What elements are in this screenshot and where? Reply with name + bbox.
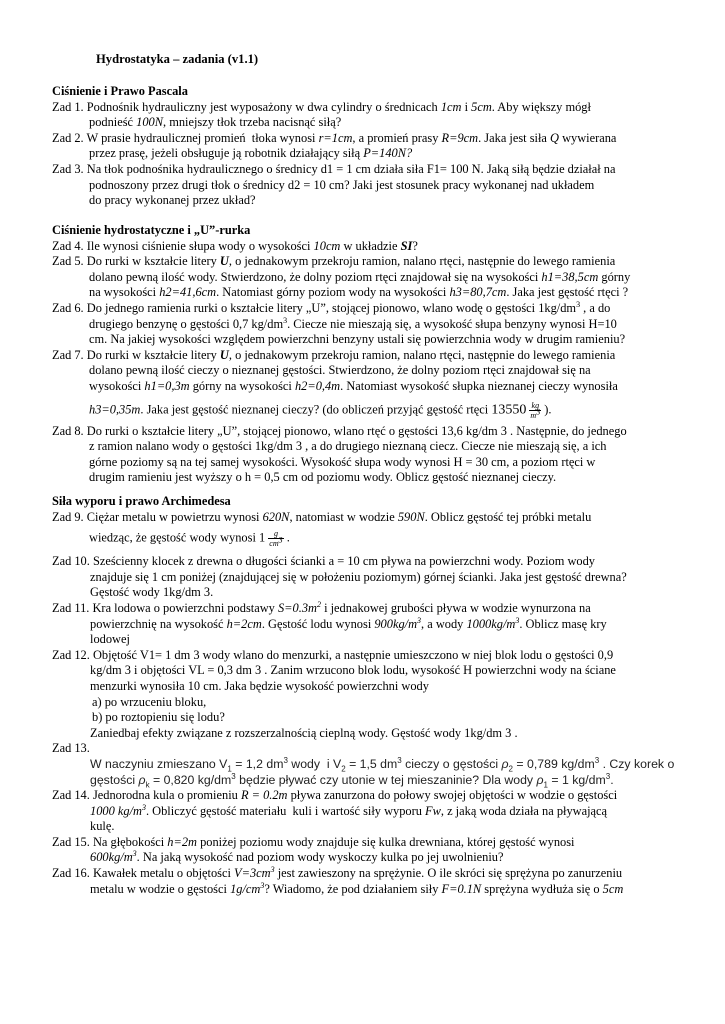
task-16-line-1: Zad 16. Kawałek metalu o objętości $V=3cm^3$ jest zawieszony na sprężynie. O ile skróci się sprężyna po zanurzeniu [52,864,623,881]
task-14 [52,788,702,835]
water-density-fraction: $\frac{g}{cm^3}$ [269,529,283,549]
task-label: Zad 9. [52,509,84,524]
task-9 [52,510,702,549]
task-label: Zad 8. [52,423,84,438]
task-1-line-1: Zad 1. Podnośnik hydrauliczny jest wyposażony w dwa cylindry o średnicach 1cm i 5cm. Aby większy mógł [52,99,591,114]
task-label: Zad 7. [52,347,84,362]
task-label: Zad 1. [52,99,84,114]
section-heading: Ciśnienie i Prawo Pascala [52,84,188,98]
task-7-line-2: dolano pewną ilość cieczy o nieznanej gęstości. Stwierdzono, że dolny poziom rtęci znajdował się na [89,363,591,378]
task-6-line-1: Zad 6. Do jednego ramienia rurki o kształcie litery „U”, stojącej pionowo, wlano wodę o gęstości $1kg/dm^3$ , a do [52,299,611,315]
task-2-line-1: Zad 2. W prasie hydraulicznej promień tłoka wynosi r=1cm, a promień prasy R=9cm. Jaka jest siła Q wywierana [52,130,617,145]
task-10-line-2: znajduje się 1 cm poniżej (znajdującej się w położeniu poziomym) górnej ścianki. Jaka jest gęstość drewna? [90,569,627,584]
task-5-line-1: Zad 5. Do rurki w kształcie litery U, o jednakowym przekroju ramion, nalano rtęci, następnie do lewego ramienia [52,254,616,269]
task-8 [52,424,702,486]
task-12-item-b: b) po roztopieniu się lodu? [92,710,225,725]
task-12-line-1: Zad 12. Objętość V1= 1 dm 3 wody wlano do menzurki, a następnie umieszczono w niej blok lodu o gęstości 0,9 [52,647,614,662]
task-3-line-1: Zad 3. Na tłok podnośnika hydraulicznego o średnicy d1 = 1 cm działa siła F1= 100 N. Jaką siłą będzie działał na [52,161,616,176]
task-3-line-2: podnoszony przez drugi tłok o średnicy d2 = 10 cm? Jaki jest stosunek pracy wykonanej nad układem [89,177,595,192]
task-label: Zad 16. [52,866,90,881]
task-13-label-line [52,741,702,757]
task-12-note: Zaniedbaj efekty związane z rozszerzalnością cieplną wody. Gęstość wody 1kg/dm 3 . [90,725,518,740]
task-5-line-3: na wysokości h2=41,6cm. Natomiast górny poziom wody na wysokości h3=80,7cm. Jaka jest gęstość rtęci ? [89,285,629,300]
task-12-item-a: a) po wrzuceniu bloku, [92,694,207,709]
task-4-line-1: Zad 4. Ile wynosi ciśnienie słupa wody o wysokości 10cm w układzie SI? [52,238,418,253]
task-2-line-2: przez prasę, jeżeli obsługuje ją robotnik działający siłą P=140N? [89,146,413,161]
task-11-line-3: lodowej [90,632,130,647]
task-10-line-3: Gęstość wody 1kg/dm 3. [90,585,214,600]
task-15-line-2: $600kg/m^3$. Na jaką wysokość nad poziom wody wyskoczy kulka po jej uwolnieniu? [90,849,504,865]
task-6-line-3: cm. Na jakiej wysokości względem powierzchni benzyny ustali się powierzchnia wody w drugim ramieniu? [89,332,626,347]
task-12 [52,648,702,742]
document-title: Hydrostatyka – zadania (v1.1) [96,52,259,66]
section-archimedes [52,494,702,897]
task-12-line-2: kg/dm 3 i objętości VL = 0,3 dm 3 . Zanim wrzucono blok lodu, wysokość H powierzchni wody na ściane [90,663,616,678]
task-5-line-2: dolano pewną ilość wody. Stwierdzono, że dolny poziom rtęci znajdował się na wysokości h1=38,5cm górny [89,269,631,284]
task-8-line-3: górne poziomy są na tej samej wysokości. Wysokość słupa wody wynosi H = 30 cm, a poziom rtęci w [89,454,596,469]
task-3 [52,162,702,209]
task-15 [52,835,702,866]
task-16 [52,866,702,897]
task-4 [52,239,702,255]
task-12-line-3: menzurki wynosiła 10 cm. Jaka będzie wysokość powierzchni wody [90,678,429,693]
task-6-line-2: drugiego benzynę o gęstości 0,7 $kg/dm^3$. Ciecze nie mieszają się, a wysokość słupa benzyny wynosi H=10 [89,315,617,331]
task-3-line-3: do pracy wykonanej przez układ? [89,193,256,208]
task-label: Zad 3. [52,161,84,176]
task-8-line-2: z ramion nalano wody o gęstości 1kg/dm 3 , a do drugiego nieznaną ciecz. Ciecze nie mieszają się, a ich [89,439,607,454]
task-7-line-4: h3=0,35m. Jaka jest gęstość nieznanej cieczy? (do obliczeń przyjąć gęstość rtęci 13550 $\frac{kg}{m^3}$ ). [89,400,552,420]
task-14-line-1: Zad 14. Jednorodna kula o promieniu R = 0.2m pływa zanurzona do połowy swojej objętości w wodzie o gęstości [52,788,618,803]
section-hydrostatic [52,223,702,486]
task-label: Zad 14. [52,788,90,803]
section-heading: Ciśnienie hydrostatyczne i „U”-rurka [52,223,251,237]
task-1-line-2: podnieść 100N, mniejszy tłok trzeba nacisnąć siłą? [89,115,342,130]
section-pascal [52,84,702,209]
task-11 [52,601,702,648]
task-11-line-2: powierzchnię na wysokość h=2cm. Gęstość lodu wynosi $900kg/m^3$, a wody $1000kg/m^3$. Oblicz masę kry [90,615,607,631]
task-label: Zad 4. [52,238,84,253]
task-7-line-1: Zad 7. Do rurki w kształcie litery U, o jednakowym przekroju ramion, nalano rtęci, następnie do lewego ramienia [52,347,616,362]
task-7 [52,348,702,420]
task-label: Zad 15. [52,834,90,849]
task-9-line-2: wiedząc, że gęstość wody wynosi 1 $\frac{g}{cm^3}$ . [89,529,290,549]
task-label: Zad 12. [52,647,90,662]
task-10 [52,554,702,601]
task-14-line-2: 1000 $kg/m^3$. Obliczyć gęstość materiału kuli i wartość siły wyporu Fw, z jaką woda działa na pływającą [90,802,608,818]
task-label: Zad 11. [52,600,90,615]
task-13 [52,741,702,788]
task-13-line-1: W naczyniu zmieszano $V_1 = 1,2$ $dm^3$ wody i $V_2 = 1,5$ $dm^3$ cieczy o gęstości $\rho_2 = 0,789$ $kg/dm^3$ . Czy korek o [90,755,675,774]
task-1 [52,100,702,131]
task-label: Zad 6. [52,300,84,315]
task-2 [52,131,702,162]
task-14-line-3: kulę. [90,819,115,834]
density-unit-fraction: $\frac{kg}{m^3}$ [530,400,541,420]
task-15-line-1: Zad 15. Na głębokości h=2m poniżej poziomu wody znajduje się kulka drewniana, której gęstość wynosi [52,834,575,849]
task-label: Zad 2. [52,130,84,145]
task-8-line-4: drugim ramieniu jest wyższy o h = 0,5 cm od poziomu wody. Oblicz gęstość nieznanej cieczy. [89,470,557,485]
task-5 [52,254,702,301]
task-16-line-2: metalu w wodzie o gęstości $1g/cm^3$? Wiadomo, że pod działaniem siły F=0.1N sprężyna wydłuża się o 5cm [90,880,624,896]
task-13-line-2: gęstości $\rho_k = 0,820$ $kg/dm^3$ będzie pływać czy utonie w tej mieszaninie? Dla wody $\rho_1 = 1$ $kg/dm^3$. [90,771,614,789]
task-label: Zad 10. [52,554,90,569]
task-10-line-1: Zad 10. Sześcienny klocek z drewna o długości ścianki a = 10 cm pływa na powierzchni wody. Poziom wody [52,554,595,569]
task-label: Zad 5. [52,254,84,269]
task-7-line-3: wysokości h1=0,3m górny na wysokości h2=0,4m. Natomiast wysokość słupka nieznanej cieczy wynosiła [89,378,618,393]
task-label: Zad 13. [52,741,90,756]
task-9-line-1: Zad 9. Ciężar metalu w powietrzu wynosi 620N, natomiast w wodzie 590N. Oblicz gęstość tej próbki metalu [52,509,592,524]
section-heading: Siła wyporu i prawo Archimedesa [52,494,231,508]
task-11-line-1: Zad 11. Kra lodowa o powierzchni podstawy $S=0.3m^2$ i jednakowej grubości pływa w wodzie wynurzona na [52,599,591,615]
task-8-line-1: Zad 8. Do rurki o kształcie litery „U”, stojącej pionowo, wlano rtęć o gęstości 13,6 kg/dm 3 . Następnie, do jednego [52,423,627,438]
task-6 [52,301,702,348]
